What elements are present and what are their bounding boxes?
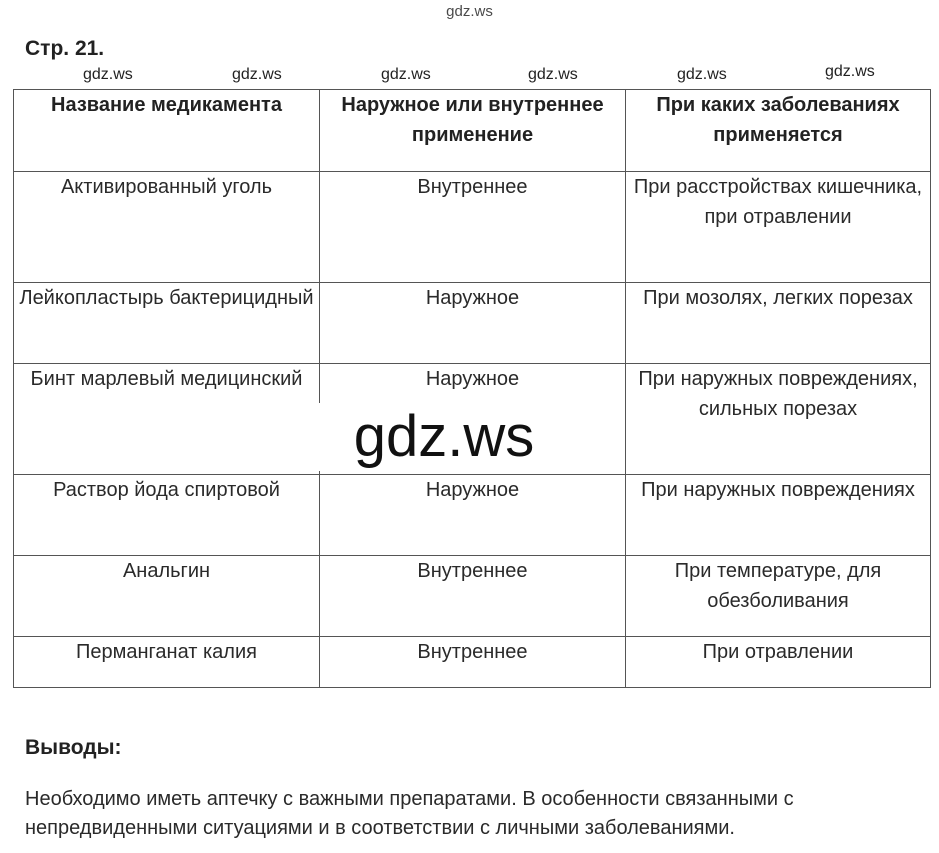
cell-application: Наружное bbox=[320, 364, 626, 475]
watermark: gdz.ws bbox=[677, 66, 727, 83]
top-watermark: gdz.ws bbox=[446, 3, 493, 20]
header-diseases: При каких заболеваниях применяется bbox=[626, 90, 931, 172]
watermark: gdz.ws bbox=[825, 63, 875, 80]
table-row bbox=[14, 172, 931, 283]
cell-name: Активированный уголь bbox=[14, 172, 320, 283]
table-row bbox=[14, 475, 931, 556]
cell-diseases: При расстройствах кишечника, при отравлении bbox=[626, 172, 931, 283]
page-label: Стр. 21. bbox=[25, 37, 105, 60]
watermark: gdz.ws bbox=[232, 66, 282, 83]
table-row bbox=[14, 637, 931, 688]
medicine-table bbox=[13, 89, 931, 688]
cell-diseases: При наружных повреждениях bbox=[626, 475, 931, 556]
cell-application: Внутреннее bbox=[320, 556, 626, 637]
table-row bbox=[14, 556, 931, 637]
header-application: Наружное или внутреннее применение bbox=[320, 90, 626, 172]
cell-name: Бинт марлевый медицинский bbox=[14, 364, 320, 475]
cell-application: Внутреннее bbox=[320, 172, 626, 283]
cell-diseases: При мозолях, легких порезах bbox=[626, 283, 931, 364]
cell-diseases: При отравлении bbox=[626, 637, 931, 688]
cell-name: Лейкопластырь бактерицидный bbox=[14, 283, 320, 364]
conclusions-text: Необходимо иметь аптечку с важными препаратами. В особенности связанными с непредвиденными ситуациями и в соответствии с личными заболеваниями. bbox=[25, 788, 794, 839]
cell-application: Наружное bbox=[320, 475, 626, 556]
conclusions-title: Выводы: bbox=[25, 736, 122, 759]
table-row bbox=[14, 283, 931, 364]
table-header-row bbox=[14, 90, 931, 172]
cell-name: Анальгин bbox=[14, 556, 320, 637]
cell-diseases: При температуре, для обезболивания bbox=[626, 556, 931, 637]
watermark: gdz.ws bbox=[528, 66, 578, 83]
header-name: Название медикамента bbox=[14, 90, 320, 172]
cell-name: Раствор йода спиртовой bbox=[14, 475, 320, 556]
cell-application: Наружное bbox=[320, 283, 626, 364]
watermark: gdz.ws bbox=[381, 66, 431, 83]
cell-diseases: При наружных повреждениях, сильных порезах bbox=[626, 364, 931, 475]
center-watermark: gdz.ws bbox=[318, 403, 570, 471]
cell-application: Внутреннее bbox=[320, 637, 626, 688]
cell-name: Перманганат калия bbox=[14, 637, 320, 688]
watermark: gdz.ws bbox=[83, 66, 133, 83]
